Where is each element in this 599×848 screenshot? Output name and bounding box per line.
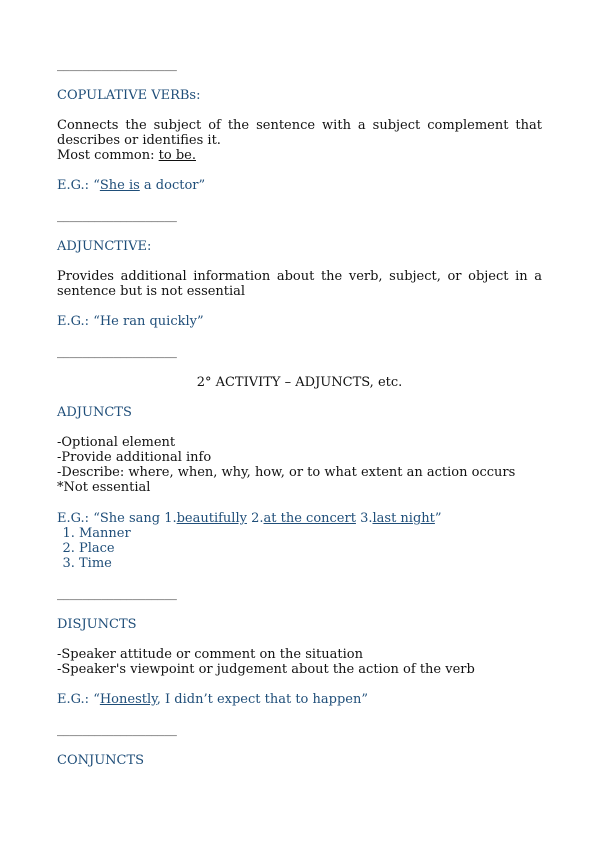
example-manner: beautifully [176, 511, 247, 526]
list-item: -Optional element [57, 435, 176, 450]
adjuncts-points [57, 435, 542, 495]
example-underlined: Honestly [99, 692, 157, 707]
adjuncts-numbered-list [57, 526, 542, 571]
example-place: at the concert [263, 511, 356, 526]
example-number: 2. [246, 511, 264, 526]
common-value: to be. [158, 148, 196, 163]
common-label: Most common: [57, 148, 159, 163]
example-rest: a doctor” [139, 178, 206, 193]
example-time: last night [372, 511, 435, 526]
copulative-description: Connects the subject of the sentence with a subject complement that describes or identifies it. [57, 118, 542, 148]
copulative-heading: COPULATIVE VERBs: [57, 88, 201, 103]
disjuncts-example [57, 692, 542, 707]
example-number: 1. [164, 511, 177, 526]
disjuncts-heading: DISJUNCTS [57, 617, 137, 632]
example-number: 3. [355, 511, 373, 526]
copulative-example [57, 178, 542, 193]
separator-rule: ___________________ [57, 208, 177, 223]
list-item: -Speaker's viewpoint or judgement about the action of the verb [57, 662, 475, 677]
list-item: *Not essential [57, 480, 151, 495]
list-item: -Provide additional info [57, 450, 212, 465]
example-prefix: E.G.: “ [57, 178, 100, 193]
disjuncts-points [57, 647, 542, 677]
adjunctive-description: Provides additional information about the verb, subject, or object in a sentence but is not essential [57, 269, 542, 299]
adjunctive-example: E.G.: “He ran quickly” [57, 314, 204, 329]
activity-title: 2° ACTIVITY – ADJUNCTS, etc. [196, 375, 403, 390]
conjuncts-heading: CONJUNCTS [57, 753, 145, 768]
separator-rule: ___________________ [57, 344, 177, 359]
list-item: 1. Manner [79, 526, 542, 541]
adjunctive-heading: ADJUNCTIVE: [57, 239, 152, 254]
example-underlined: She is [99, 178, 140, 193]
copulative-common-line [57, 148, 542, 163]
separator-rule: ___________________ [57, 722, 177, 737]
list-item: -Speaker attitude or comment on the situation [57, 647, 363, 662]
example-prefix: E.G.: “She sang [57, 511, 165, 526]
list-item: 3. Time [79, 556, 542, 571]
example-rest: , I didn’t expect that to happen” [156, 692, 368, 707]
example-prefix: E.G.: “ [57, 692, 100, 707]
example-close: ” [434, 511, 442, 526]
list-item: -Describe: where, when, why, how, or to what extent an action occurs [57, 465, 516, 480]
separator-rule: ___________________ [57, 586, 177, 601]
list-item: 2. Place [79, 541, 542, 556]
adjuncts-example [57, 511, 542, 526]
separator-rule: ___________________ [57, 57, 177, 72]
adjuncts-heading: ADJUNCTS [57, 405, 132, 420]
